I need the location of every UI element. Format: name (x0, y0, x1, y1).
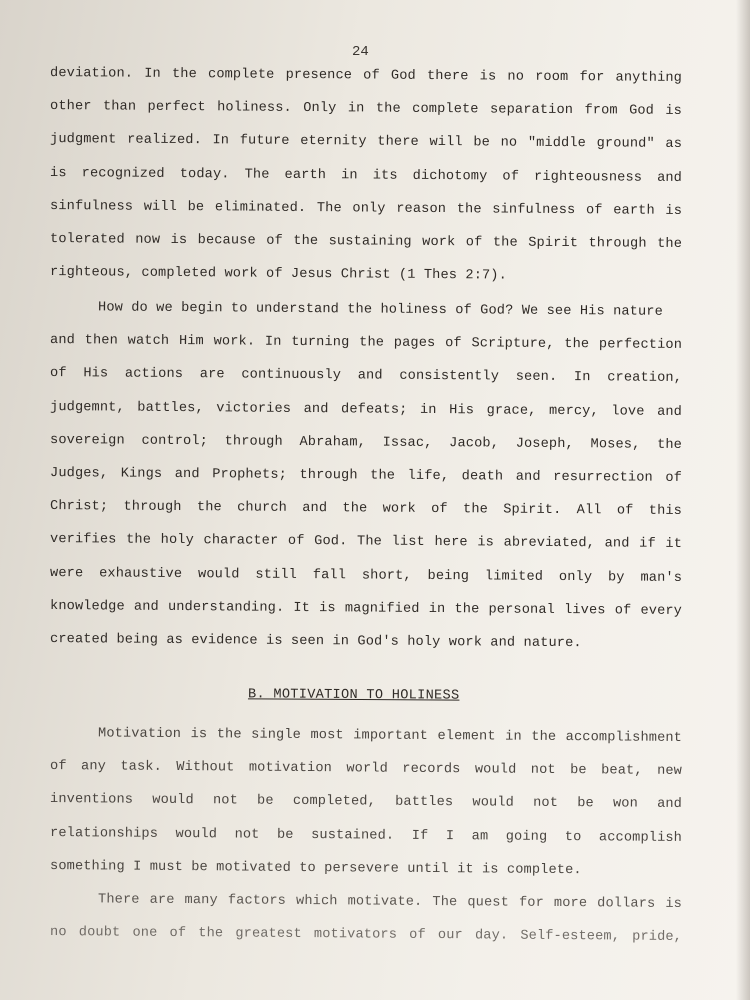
text-line: judgemnt, battles, victories and defeats; in His grace, mercy, love and (49, 399, 683, 420)
text-line: no doubt one of the greatest motivators of our day. Self-esteem, pride, (49, 925, 683, 946)
text-line: judgment realized. In future eternity there will be no "middle ground" as (49, 132, 683, 153)
text-line: inventions would not be completed, battles would not be won and (49, 792, 683, 813)
text-line: of His actions are continuously and consistently seen. In creation, (49, 366, 683, 387)
text-line: is recognized today. The earth in its dichotomy of righteousness and (49, 165, 683, 186)
text-line: Judges, Kings and Prophets; through the life, death and resurrection of (49, 465, 683, 486)
text-line: deviation. In the complete presence of God there is no room for anything (49, 66, 683, 86)
text-line: of any task. Without motivation world records would not be beat, new (49, 759, 683, 780)
paragraph-understanding-holiness (50, 296, 682, 661)
text-line: sovereign control; through Abraham, Issac, Jacob, Joseph, Moses, the (49, 432, 683, 453)
text-line: something I must be motivated to persevere until it is complete. (49, 858, 582, 878)
text-line: verifies the holy character of God. The list here is abreviated, and if it (49, 532, 683, 553)
text-line: created being as evidence is seen in God's holy work and nature. (49, 631, 582, 652)
text-line: knowledge and understanding. It is magnified in the personal lives of every (49, 598, 683, 619)
text-line: sinfulness will be eliminated. The only reason the sinfulness of earth is (49, 198, 683, 219)
text-line: Motivation is the single most important element in the accomplishment (97, 726, 683, 746)
section-heading: B. MOTIVATION TO HOLINESS (247, 687, 460, 704)
text-line: There are many factors which motivate. The quest for more dollars is (97, 892, 683, 912)
text-line: were exhaustive would still fall short, being limited only by man's (49, 565, 683, 586)
text-line: righteous, completed work of Jesus Christ (1 Thes 2:7). (49, 265, 508, 284)
text-line: How do we begin to understand the holiness of God? We see His nature (97, 300, 664, 320)
text-line: other than perfect holiness. Only in the complete separation from God is (49, 99, 683, 120)
paragraph-holiness-separation (50, 62, 682, 294)
page-number: 24 (352, 44, 369, 60)
paragraph-motivation (50, 722, 682, 888)
text-line: tolerated now is because of the sustaining work of the Spirit through the (49, 231, 683, 252)
text-line: relationships would not be sustained. If I am going to accomplish (49, 825, 683, 846)
text-line: and then watch Him work. In turning the pages of Scripture, the perfection (49, 333, 683, 354)
text-line: Christ; through the church and the work of the Spirit. All of this (49, 499, 683, 520)
paragraph-motivating-factors (50, 888, 682, 954)
